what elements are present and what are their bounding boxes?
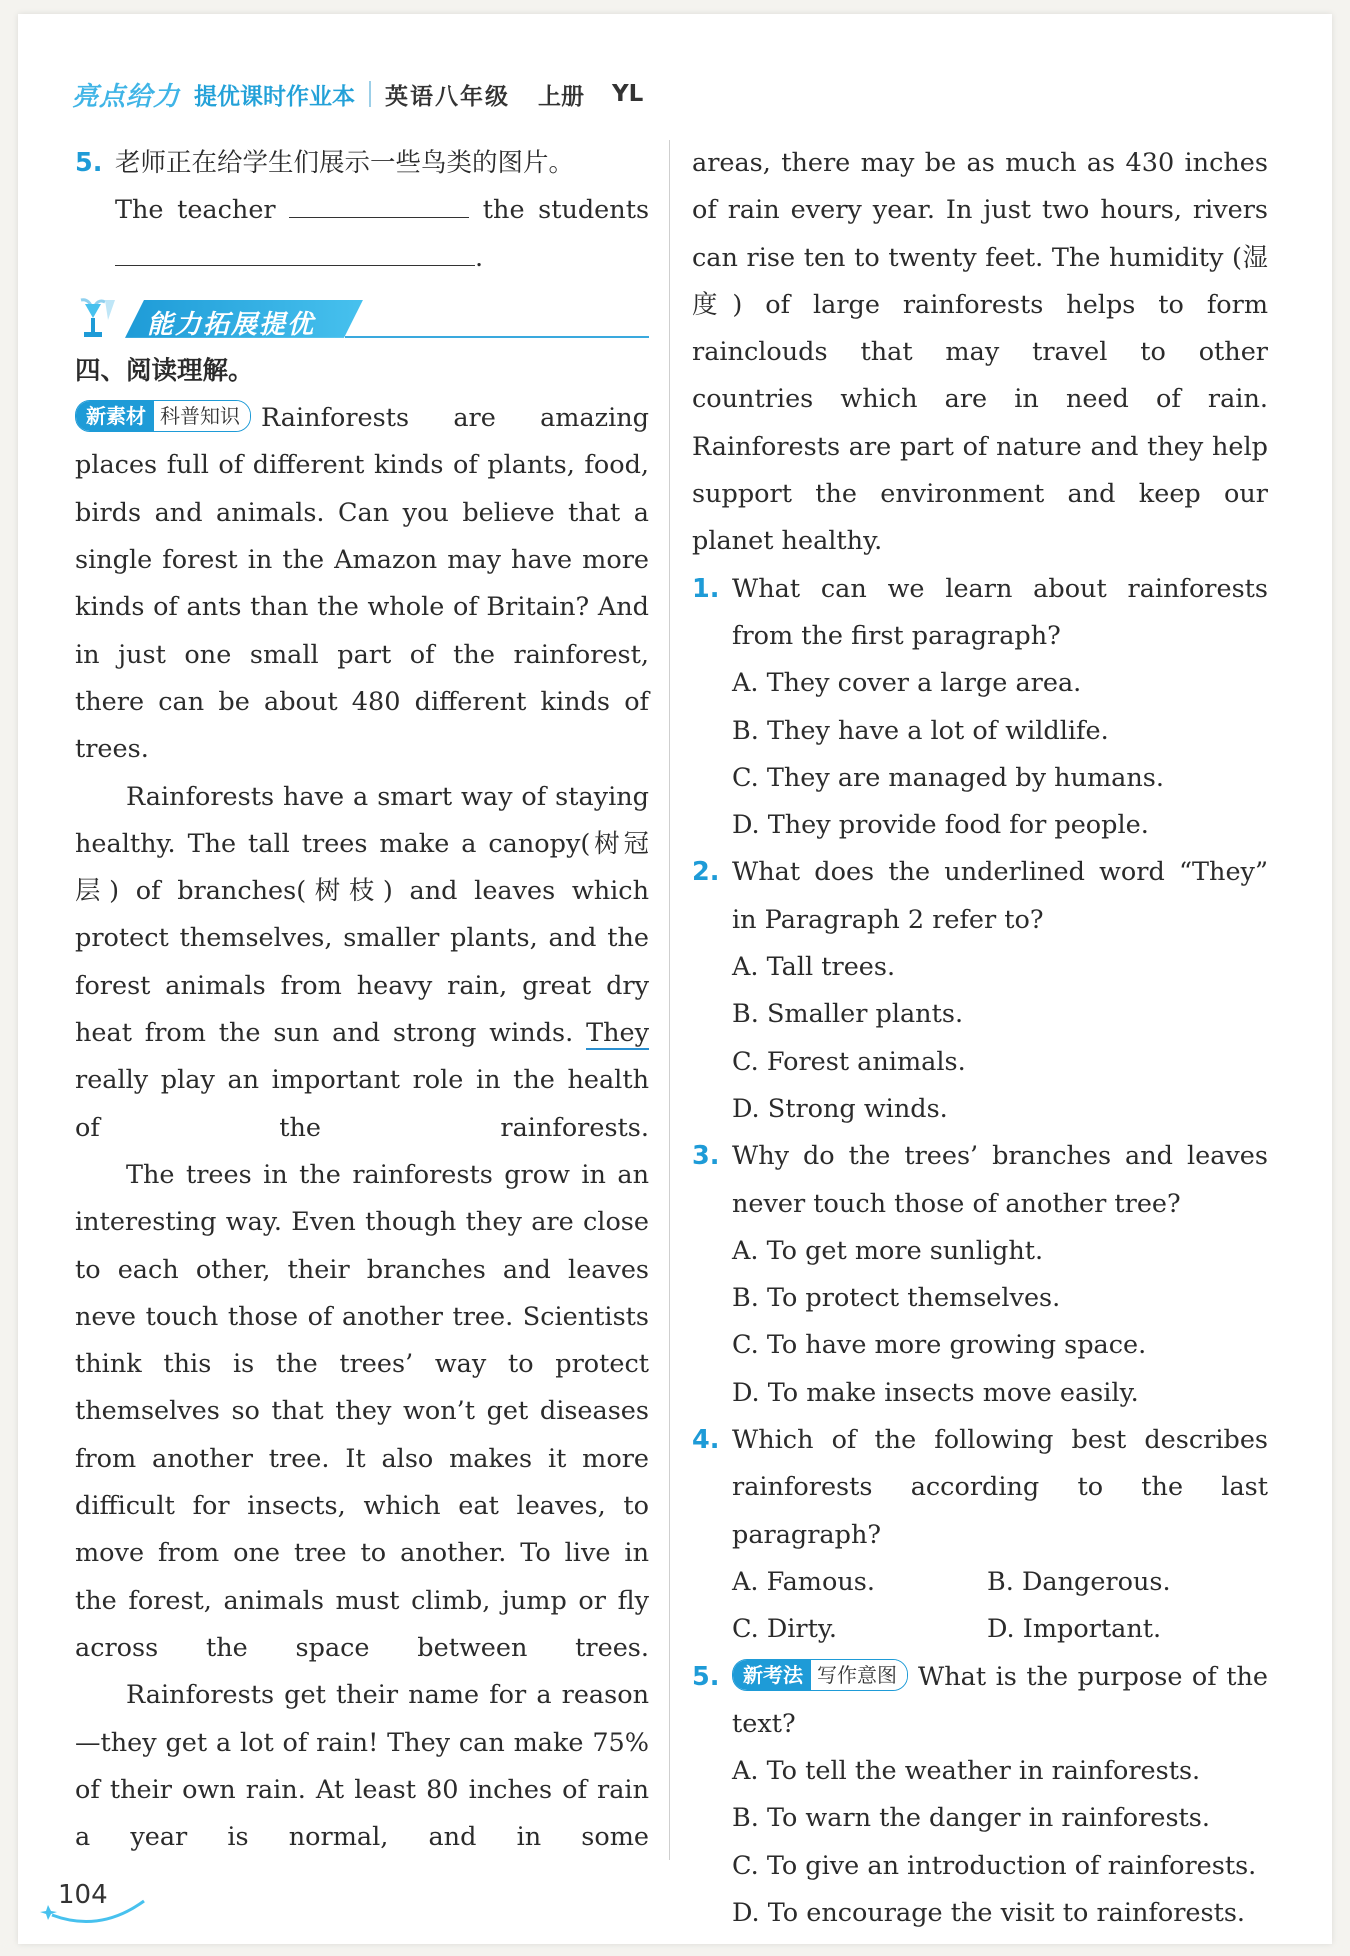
question-number: 3.: [692, 1141, 720, 1172]
banner-underline: [345, 336, 649, 338]
page-header: [72, 72, 643, 116]
option-c[interactable]: C. To have more growing space.: [732, 1330, 1147, 1361]
passage-paragraph-3: The trees in the rainforests grow in an interesting way. Even though they are close to each other, their branches and leaves neve touch those of another tree. Scientists think this is the trees’ way to protect themselves so that they won’t get diseases from another tree. It also makes it more difficult for insects, which eat leaves, to move from one tree to another. To live in the forest, animals must climb, jump or fly across the space between trees.: [75, 1159, 649, 1663]
column-divider: [669, 140, 670, 1860]
question-text: Why do the trees’ branches and leaves never touch those of another tree?: [732, 1141, 1268, 1219]
question-text: Which of the following best describes rainforests according to the last paragraph?: [732, 1425, 1268, 1550]
volume-label: 上册: [538, 83, 585, 110]
option-b[interactable]: B. Dangerous.: [987, 1566, 1171, 1597]
option-d[interactable]: D. To encourage the visit to rainforests.: [732, 1897, 1246, 1928]
passage-paragraph-4-continued: areas, there may be as much as 430 inches of rain every year. In just two hours, rivers can rise ten to twenty feet. The humidity (湿度) of large rainforests helps to form rainclouds that may travel to other countries which are in need of rain. Rainforests are part of nature and they help support the environment and keep our planet healthy.: [692, 148, 1268, 557]
paragraph-text: Rainforests have a smart way of staying healthy. The tall trees make a canopy(树冠层) of branches(树枝) and leaves which protect themselves, smaller plants, and the forest animals from heavy rain, great dry heat from the sun and strong winds.: [75, 781, 649, 1049]
passage-paragraph-1: [75, 395, 649, 773]
option-c[interactable]: C. They are managed by humans.: [732, 762, 1164, 793]
question-5-options: [692, 1748, 1268, 1937]
answer-blank[interactable]: [115, 238, 475, 266]
method-tag: [732, 1659, 908, 1691]
passage-paragraph-4: Rainforests get their name for a reason—they get a lot of rain! They can make 75% of their own rain. At least 80 inches of rain a year is normal, and in some: [75, 1680, 649, 1853]
option-b[interactable]: B. To protect themselves.: [732, 1283, 1061, 1314]
question-3: [692, 1133, 1268, 1228]
paragraph-text: Rainforests are amazing places full of different kinds of plants, food, birds and animals. Can you believe that a single forest in the Amazon may have more kinds of ants than the whole of Britain? And in just one small part of the rainforest, there can be about 480 different kinds of trees.: [75, 403, 649, 765]
option-a[interactable]: A. Tall trees.: [732, 952, 896, 983]
banner-title: 能力拓展提优: [147, 309, 316, 340]
question-number: 5.: [75, 148, 103, 178]
question-2: [692, 849, 1268, 944]
question-4-options: [692, 1559, 1268, 1654]
question-1: [692, 566, 1268, 661]
subject-label: 英语八年级: [385, 83, 511, 110]
trophy-icon: [75, 296, 119, 342]
answer-blank[interactable]: [289, 191, 469, 219]
material-tag-type: 科普知识: [154, 401, 250, 431]
header-divider: [369, 81, 371, 107]
option-d[interactable]: D. Important.: [987, 1614, 1162, 1645]
question-number: 2.: [692, 857, 720, 888]
option-b[interactable]: B. They have a lot of wildlife.: [732, 715, 1109, 746]
question-number: 5.: [692, 1661, 720, 1692]
question-1-options: [692, 660, 1268, 849]
section-title: 四、阅读理解。: [75, 355, 254, 386]
question-number: 4.: [692, 1425, 720, 1456]
option-b[interactable]: B. To warn the danger in rainforests.: [732, 1803, 1210, 1834]
answer-prefix: The teacher: [115, 195, 276, 226]
edition-label: YL: [612, 81, 644, 107]
method-tag-label: 新考法: [733, 1660, 811, 1690]
brand-logo: 亮点给力: [72, 81, 181, 112]
question-4: [692, 1417, 1268, 1559]
passage-paragraph-2: [75, 774, 649, 1152]
option-d[interactable]: D. Strong winds.: [732, 1093, 948, 1124]
question-text: What does the underlined word “They” in Paragraph 2 refer to?: [732, 857, 1268, 935]
left-column: [75, 140, 649, 1861]
series-title: 提优课时作业本: [194, 83, 356, 110]
option-c[interactable]: C. Dirty.: [732, 1614, 837, 1645]
method-tag-type: 写作意图: [811, 1660, 907, 1690]
question-3-options: [692, 1228, 1268, 1417]
option-d[interactable]: D. They provide food for people.: [732, 810, 1149, 841]
answer-suffix: .: [475, 242, 484, 273]
question-number: 1.: [692, 573, 720, 604]
question-chinese: 老师正在给学生们展示一些鸟类的图片。: [115, 148, 575, 178]
paragraph-text: really play an important role in the health of the rainforests.: [75, 1065, 649, 1143]
page-number: 104: [58, 1880, 108, 1910]
right-column: [692, 140, 1268, 1937]
option-d[interactable]: D. To make insects move easily.: [732, 1377, 1139, 1408]
question-text: What is the purpose of the text?: [732, 1661, 1268, 1739]
translation-question: [75, 140, 649, 282]
option-a[interactable]: A. To tell the weather in rainforests.: [732, 1756, 1201, 1787]
answer-middle: the students: [482, 195, 650, 226]
option-a[interactable]: A. Famous.: [732, 1566, 875, 1597]
option-a[interactable]: A. They cover a large area.: [732, 668, 1082, 699]
option-c[interactable]: C. To give an introduction of rainforests.: [732, 1850, 1257, 1881]
question-text: What can we learn about rainforests from the first paragraph?: [732, 573, 1268, 651]
underlined-word: They: [586, 1018, 649, 1049]
question-5: [692, 1654, 1268, 1749]
option-c[interactable]: C. Forest animals.: [732, 1046, 966, 1077]
material-tag-label: 新素材: [76, 401, 154, 431]
option-b[interactable]: B. Smaller plants.: [732, 999, 964, 1030]
section-banner: [75, 294, 649, 344]
material-tag: [75, 400, 251, 432]
option-a[interactable]: A. To get more sunlight.: [732, 1235, 1044, 1266]
question-2-options: [692, 944, 1268, 1133]
